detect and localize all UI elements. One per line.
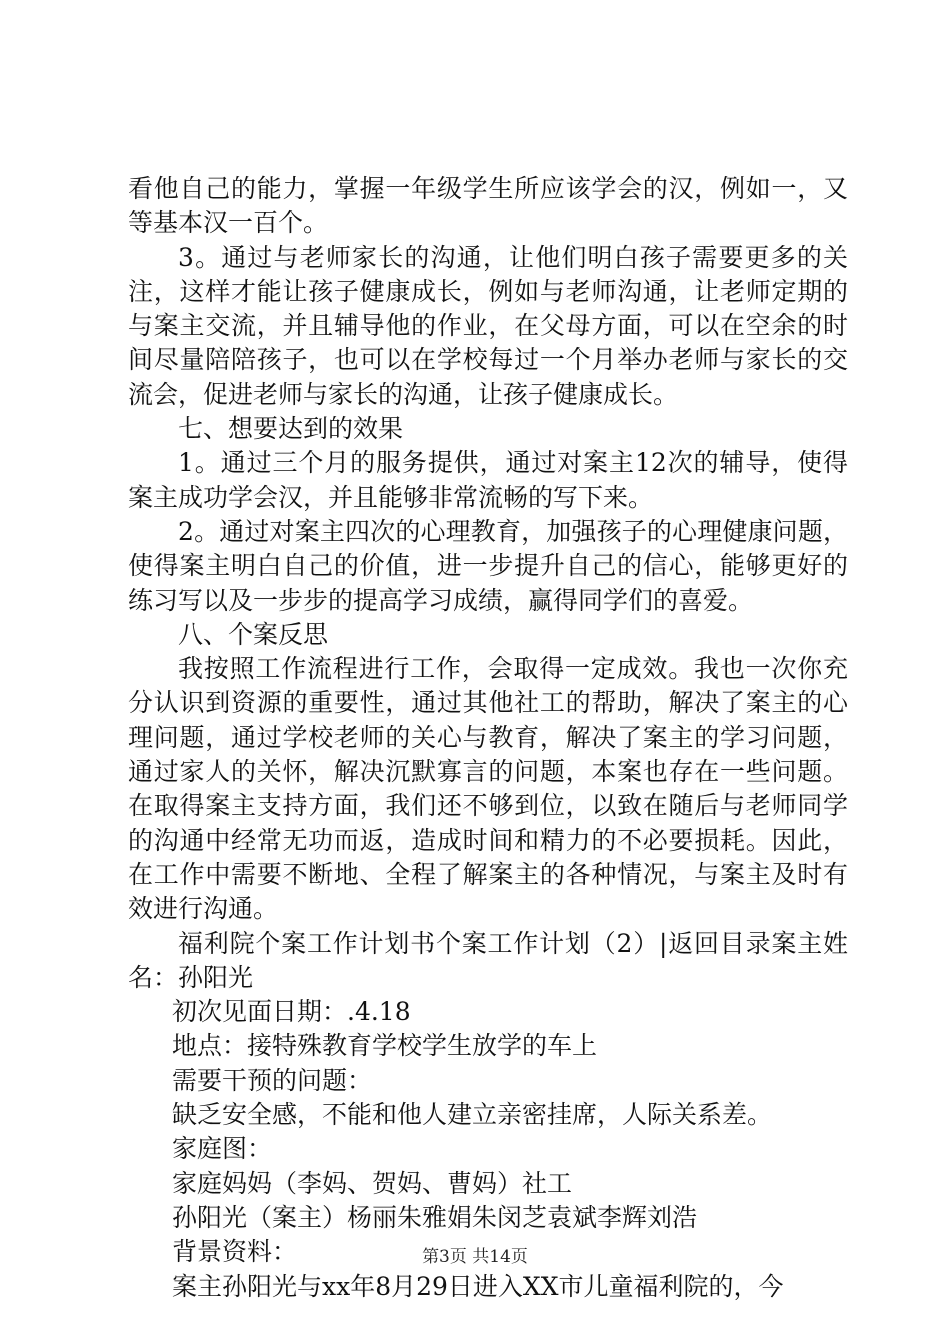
paragraph: 家庭妈妈（李妈、贺妈、曹妈）社工: [172, 1168, 573, 1198]
paragraph: 看他自己的能力，掌握一年级学生所应该学会的汉，例如一，又等基本汉一百个。: [128, 174, 848, 238]
paragraph: 背景资料：: [172, 1237, 298, 1267]
paragraph: 初次见面日期：.4.18: [172, 997, 411, 1027]
section-heading: 八、个案反思: [178, 619, 329, 649]
paragraph: 案主孙阳光与xx年8月29日进入XX市儿童福利院的，今: [172, 1271, 784, 1301]
paragraph: 3。通过与老师家长的沟通，让他们明白孩子需要更多的关注，这样才能让孩子健康成长，例如与老师沟通，让老师定期的与案主交流，并且辅导他的作业，在父母方面，可以在空余的时间尽量陪陪孩子，也可以在学校每过一个月举办老师与家长的交流会，促进老师与家长的沟通，让孩子健康成长。: [128, 242, 848, 409]
paragraph: 2。通过对案主四次的心理教育，加强孩子的心理健康问题，使得案主明白自己的价值，进一步提升自己的信心，能够更好的练习写以及一步步的提高学习成绩，赢得同学们的喜爱。: [128, 516, 848, 615]
paragraph: 1。通过三个月的服务提供，通过对案主12次的辅导，使得案主成功学会汉，并且能够非常流畅的写下来。: [128, 448, 848, 512]
section-heading: 七、想要达到的效果: [178, 414, 404, 444]
paragraph: 需要干预的问题：: [172, 1065, 373, 1095]
paragraph: 家庭图：: [172, 1134, 273, 1164]
paragraph: 福利院个案工作计划书个案工作计划（2）|返回目录案主姓名：孙阳光: [128, 928, 848, 992]
paragraph: 缺乏安全感，不能和他人建立亲密挂席，人际关系差。: [172, 1100, 773, 1130]
paragraph: 我按照工作流程进行工作，会取得一定成效。我也一次你充分认识到资源的重要性，通过其他社工的帮助，解决了案主的心理问题，通过学校老师的关心与教育，解决了案主的学习问题，通过家人的关怀，解决沉默寡言的问题，本案也存在一些问题。在取得案主支持方面，我们还不够到位，以致在随后与老师同学的沟通中经常无功而返，造成时间和精力的不必要损耗。因此，在工作中需要不断地、全程了解案主的各种情况，与案主及时有效进行沟通。: [128, 654, 848, 924]
page-footer: 第3页 共14页: [422, 1247, 528, 1267]
paragraph: 地点：接特殊教育学校学生放学的车上: [172, 1031, 598, 1061]
paragraph: 孙阳光（案主）杨丽朱雅娟朱闵芝袁斌李辉刘浩: [172, 1202, 698, 1232]
document-body: [128, 172, 848, 1304]
